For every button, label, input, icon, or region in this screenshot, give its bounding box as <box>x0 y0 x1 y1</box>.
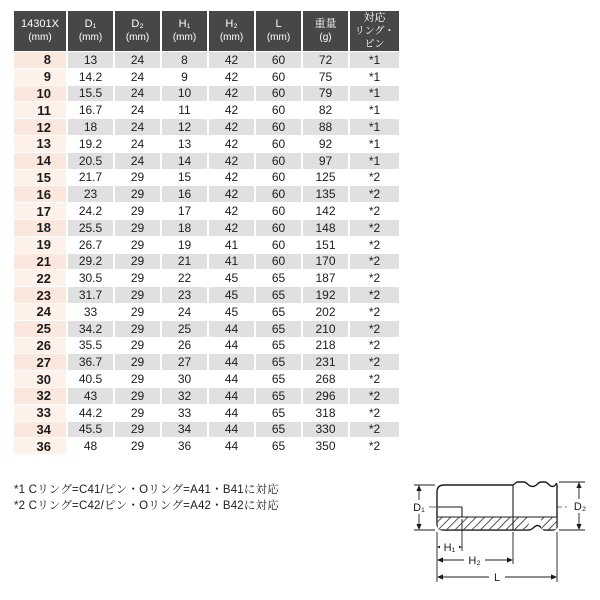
value-cell: 65 <box>256 371 301 387</box>
value-cell: 88 <box>303 119 348 135</box>
value-cell: 75 <box>303 69 348 85</box>
value-cell: *1 <box>350 86 399 102</box>
value-cell: 42 <box>209 86 254 102</box>
value-cell: 19.2 <box>68 136 113 152</box>
value-cell: 29 <box>115 422 160 438</box>
value-cell: 29 <box>115 270 160 286</box>
value-cell: 350 <box>303 438 348 454</box>
value-cell: 24.2 <box>68 203 113 219</box>
value-cell: *2 <box>350 254 399 270</box>
value-cell: *2 <box>350 270 399 286</box>
size-cell: 17 <box>14 203 66 219</box>
value-cell: 44 <box>209 354 254 370</box>
h2-label: H₂ <box>468 555 481 567</box>
value-cell: 44 <box>209 405 254 421</box>
table-row <box>14 136 399 152</box>
value-cell: 60 <box>256 52 301 68</box>
h2-arrow-left <box>437 557 443 562</box>
value-cell: 33 <box>68 304 113 320</box>
footnote-1: *1 Cリング=C41/ピン・Oリング=A41・B41に対応 <box>14 484 280 496</box>
value-cell: 60 <box>256 69 301 85</box>
table-row <box>14 119 399 135</box>
section-hatch-band-2 <box>541 517 556 529</box>
table-row <box>14 438 399 454</box>
value-cell: 24 <box>115 153 160 169</box>
value-cell: 45 <box>209 270 254 286</box>
size-cell: 21 <box>14 254 66 270</box>
size-cell: 36 <box>14 438 66 454</box>
footnote-2: *2 Cリング=C42/ピン・Oリング=A42・B42に対応 <box>14 500 280 512</box>
value-cell: 24 <box>162 304 207 320</box>
value-cell: 29 <box>115 254 160 270</box>
value-cell: 202 <box>303 304 348 320</box>
value-cell: 29 <box>115 237 160 253</box>
value-cell: 48 <box>68 438 113 454</box>
l-label: L <box>493 572 501 584</box>
value-cell: 44 <box>209 388 254 404</box>
size-cell: 26 <box>14 338 66 354</box>
size-cell: 16 <box>14 186 66 202</box>
table-row <box>14 287 399 303</box>
value-cell: *1 <box>350 119 399 135</box>
value-cell: 21 <box>162 254 207 270</box>
size-cell: 13 <box>14 136 66 152</box>
table-row <box>14 354 399 370</box>
value-cell: 29 <box>115 321 160 337</box>
value-cell: 36 <box>162 438 207 454</box>
value-cell: 34.2 <box>68 321 113 337</box>
value-cell: 60 <box>256 136 301 152</box>
table-body <box>14 52 399 454</box>
value-cell: 32 <box>162 388 207 404</box>
value-cell: 45 <box>209 304 254 320</box>
value-cell: 65 <box>256 270 301 286</box>
value-cell: 60 <box>256 220 301 236</box>
table-row <box>14 321 399 337</box>
value-cell: *2 <box>350 186 399 202</box>
table-row <box>14 102 399 118</box>
value-cell: 29 <box>115 438 160 454</box>
size-cell: 32 <box>14 388 66 404</box>
value-cell: 42 <box>209 136 254 152</box>
size-cell: 30 <box>14 371 66 387</box>
spec-table <box>12 10 401 455</box>
value-cell: *2 <box>350 304 399 320</box>
d2-arrow-up <box>576 482 581 488</box>
value-cell: 42 <box>209 119 254 135</box>
value-cell: 22 <box>162 270 207 286</box>
value-cell: 318 <box>303 405 348 421</box>
table-row <box>14 388 399 404</box>
table-row <box>14 69 399 85</box>
d1-arrow-up <box>416 485 421 491</box>
size-cell: 9 <box>14 69 66 85</box>
value-cell: 187 <box>303 270 348 286</box>
value-cell: 21.7 <box>68 170 113 186</box>
value-cell: 30.5 <box>68 270 113 286</box>
value-cell: 65 <box>256 321 301 337</box>
table-row <box>14 405 399 421</box>
value-cell: *2 <box>350 438 399 454</box>
value-cell: 42 <box>209 186 254 202</box>
table-row <box>14 304 399 320</box>
table-row <box>14 237 399 253</box>
table-row <box>14 186 399 202</box>
value-cell: 82 <box>303 102 348 118</box>
table-row <box>14 338 399 354</box>
column-header: D₁ (mm) <box>68 11 113 51</box>
value-cell: 24 <box>115 136 160 152</box>
value-cell: *1 <box>350 69 399 85</box>
value-cell: 60 <box>256 153 301 169</box>
value-cell: 15.5 <box>68 86 113 102</box>
value-cell: 27 <box>162 354 207 370</box>
value-cell: 15 <box>162 170 207 186</box>
value-cell: 142 <box>303 203 348 219</box>
value-cell: 14 <box>162 153 207 169</box>
size-cell: 23 <box>14 287 66 303</box>
value-cell: 41 <box>209 237 254 253</box>
value-cell: 29 <box>115 220 160 236</box>
value-cell: 12 <box>162 119 207 135</box>
value-cell: 20.5 <box>68 153 113 169</box>
value-cell: 72 <box>303 52 348 68</box>
value-cell: 148 <box>303 220 348 236</box>
value-cell: 192 <box>303 287 348 303</box>
value-cell: 26 <box>162 338 207 354</box>
value-cell: 42 <box>209 220 254 236</box>
value-cell: 29 <box>115 388 160 404</box>
column-header: 重量 (g) <box>303 11 348 51</box>
value-cell: 65 <box>256 438 301 454</box>
value-cell: 45 <box>209 287 254 303</box>
value-cell: 24 <box>115 102 160 118</box>
value-cell: *2 <box>350 220 399 236</box>
value-cell: 60 <box>256 203 301 219</box>
size-cell: 18 <box>14 220 66 236</box>
value-cell: 65 <box>256 388 301 404</box>
value-cell: 135 <box>303 186 348 202</box>
value-cell: 65 <box>256 422 301 438</box>
value-cell: *1 <box>350 52 399 68</box>
value-cell: *2 <box>350 405 399 421</box>
value-cell: 13 <box>162 136 207 152</box>
value-cell: 44 <box>209 422 254 438</box>
value-cell: 26.7 <box>68 237 113 253</box>
value-cell: 65 <box>256 354 301 370</box>
value-cell: 44 <box>209 321 254 337</box>
size-cell: 34 <box>14 422 66 438</box>
value-cell: 40.5 <box>68 371 113 387</box>
size-cell: 24 <box>14 304 66 320</box>
value-cell: *2 <box>350 203 399 219</box>
value-cell: *2 <box>350 354 399 370</box>
size-cell: 10 <box>14 86 66 102</box>
section-hatch-band <box>438 517 529 529</box>
h2-arrow-right <box>507 557 513 562</box>
d1-label: D₁ <box>413 502 425 514</box>
value-cell: 13 <box>68 52 113 68</box>
value-cell: 16.7 <box>68 102 113 118</box>
value-cell: 8 <box>162 52 207 68</box>
value-cell: *2 <box>350 287 399 303</box>
column-header: D₂ (mm) <box>115 11 160 51</box>
value-cell: 29 <box>115 405 160 421</box>
value-cell: 65 <box>256 405 301 421</box>
value-cell: *1 <box>350 153 399 169</box>
value-cell: 60 <box>256 86 301 102</box>
value-cell: 60 <box>256 237 301 253</box>
value-cell: *2 <box>350 170 399 186</box>
value-cell: 218 <box>303 338 348 354</box>
table-row <box>14 203 399 219</box>
value-cell: 44 <box>209 371 254 387</box>
value-cell: 125 <box>303 170 348 186</box>
value-cell: *2 <box>350 371 399 387</box>
value-cell: 17 <box>162 203 207 219</box>
value-cell: 19 <box>162 237 207 253</box>
size-cell: 27 <box>14 354 66 370</box>
value-cell: 24 <box>115 86 160 102</box>
value-cell: 92 <box>303 136 348 152</box>
size-cell: 14 <box>14 153 66 169</box>
value-cell: 151 <box>303 237 348 253</box>
value-cell: 60 <box>256 254 301 270</box>
value-cell: 268 <box>303 371 348 387</box>
value-cell: 24 <box>115 119 160 135</box>
value-cell: 16 <box>162 186 207 202</box>
value-cell: 44.2 <box>68 405 113 421</box>
value-cell: 79 <box>303 86 348 102</box>
value-cell: 65 <box>256 304 301 320</box>
value-cell: 29 <box>115 338 160 354</box>
d2-label: D₂ <box>573 501 587 513</box>
value-cell: 65 <box>256 287 301 303</box>
value-cell: 42 <box>209 52 254 68</box>
l-arrow-left <box>437 574 443 579</box>
value-cell: 9 <box>162 69 207 85</box>
value-cell: 43 <box>68 388 113 404</box>
d1-arrow-down <box>416 524 421 530</box>
value-cell: 41 <box>209 254 254 270</box>
value-cell: *1 <box>350 136 399 152</box>
table-row <box>14 153 399 169</box>
size-cell: 15 <box>14 170 66 186</box>
value-cell: 23 <box>162 287 207 303</box>
value-cell: 29.2 <box>68 254 113 270</box>
table-row <box>14 170 399 186</box>
value-cell: 34 <box>162 422 207 438</box>
value-cell: 44 <box>209 338 254 354</box>
value-cell: 42 <box>209 69 254 85</box>
value-cell: 29 <box>115 354 160 370</box>
value-cell: *2 <box>350 237 399 253</box>
column-header: 対応 リング・ピン <box>350 11 399 51</box>
size-cell: 22 <box>14 270 66 286</box>
value-cell: 60 <box>256 186 301 202</box>
column-header: L (mm) <box>256 11 301 51</box>
value-cell: 29 <box>115 203 160 219</box>
l-arrow-right <box>551 574 557 579</box>
value-cell: 24 <box>115 69 160 85</box>
value-cell: 18 <box>68 119 113 135</box>
h1-label: H₁ <box>443 542 456 554</box>
value-cell: 65 <box>256 338 301 354</box>
table-row <box>14 86 399 102</box>
value-cell: 29 <box>115 287 160 303</box>
value-cell: 97 <box>303 153 348 169</box>
value-cell: 25.5 <box>68 220 113 236</box>
size-cell: 12 <box>14 119 66 135</box>
value-cell: 42 <box>209 102 254 118</box>
value-cell: 29 <box>115 304 160 320</box>
size-cell: 33 <box>14 405 66 421</box>
column-header: H₁ (mm) <box>162 11 207 51</box>
value-cell: *2 <box>350 338 399 354</box>
size-cell: 11 <box>14 102 66 118</box>
value-cell: 45.5 <box>68 422 113 438</box>
value-cell: 170 <box>303 254 348 270</box>
value-cell: 30 <box>162 371 207 387</box>
value-cell: 296 <box>303 388 348 404</box>
value-cell: 231 <box>303 354 348 370</box>
value-cell: 11 <box>162 102 207 118</box>
value-cell: 60 <box>256 102 301 118</box>
table-row <box>14 52 399 68</box>
size-cell: 8 <box>14 52 66 68</box>
d2-arrow-down <box>576 524 581 530</box>
value-cell: *1 <box>350 102 399 118</box>
header-row <box>14 11 399 51</box>
size-cell: 25 <box>14 321 66 337</box>
value-cell: 33 <box>162 405 207 421</box>
value-cell: 14.2 <box>68 69 113 85</box>
value-cell: *2 <box>350 321 399 337</box>
value-cell: 42 <box>209 203 254 219</box>
column-header: 14301X (mm) <box>14 11 66 51</box>
value-cell: 35.5 <box>68 338 113 354</box>
socket-dimension-diagram <box>402 438 600 600</box>
value-cell: 42 <box>209 153 254 169</box>
table-row <box>14 422 399 438</box>
value-cell: 60 <box>256 170 301 186</box>
value-cell: 44 <box>209 438 254 454</box>
value-cell: 29 <box>115 186 160 202</box>
table-row <box>14 254 399 270</box>
size-cell: 19 <box>14 237 66 253</box>
value-cell: 31.7 <box>68 287 113 303</box>
value-cell: 29 <box>115 371 160 387</box>
value-cell: 42 <box>209 170 254 186</box>
value-cell: 23 <box>68 186 113 202</box>
value-cell: 210 <box>303 321 348 337</box>
value-cell: 330 <box>303 422 348 438</box>
value-cell: 24 <box>115 52 160 68</box>
table-row <box>14 270 399 286</box>
value-cell: 29 <box>115 170 160 186</box>
value-cell: *2 <box>350 422 399 438</box>
table-row <box>14 220 399 236</box>
value-cell: 10 <box>162 86 207 102</box>
value-cell: *2 <box>350 388 399 404</box>
value-cell: 36.7 <box>68 354 113 370</box>
column-header: H₂ (mm) <box>209 11 254 51</box>
value-cell: 25 <box>162 321 207 337</box>
value-cell: 18 <box>162 220 207 236</box>
footnotes <box>14 482 279 514</box>
value-cell: 60 <box>256 119 301 135</box>
table-row <box>14 371 399 387</box>
